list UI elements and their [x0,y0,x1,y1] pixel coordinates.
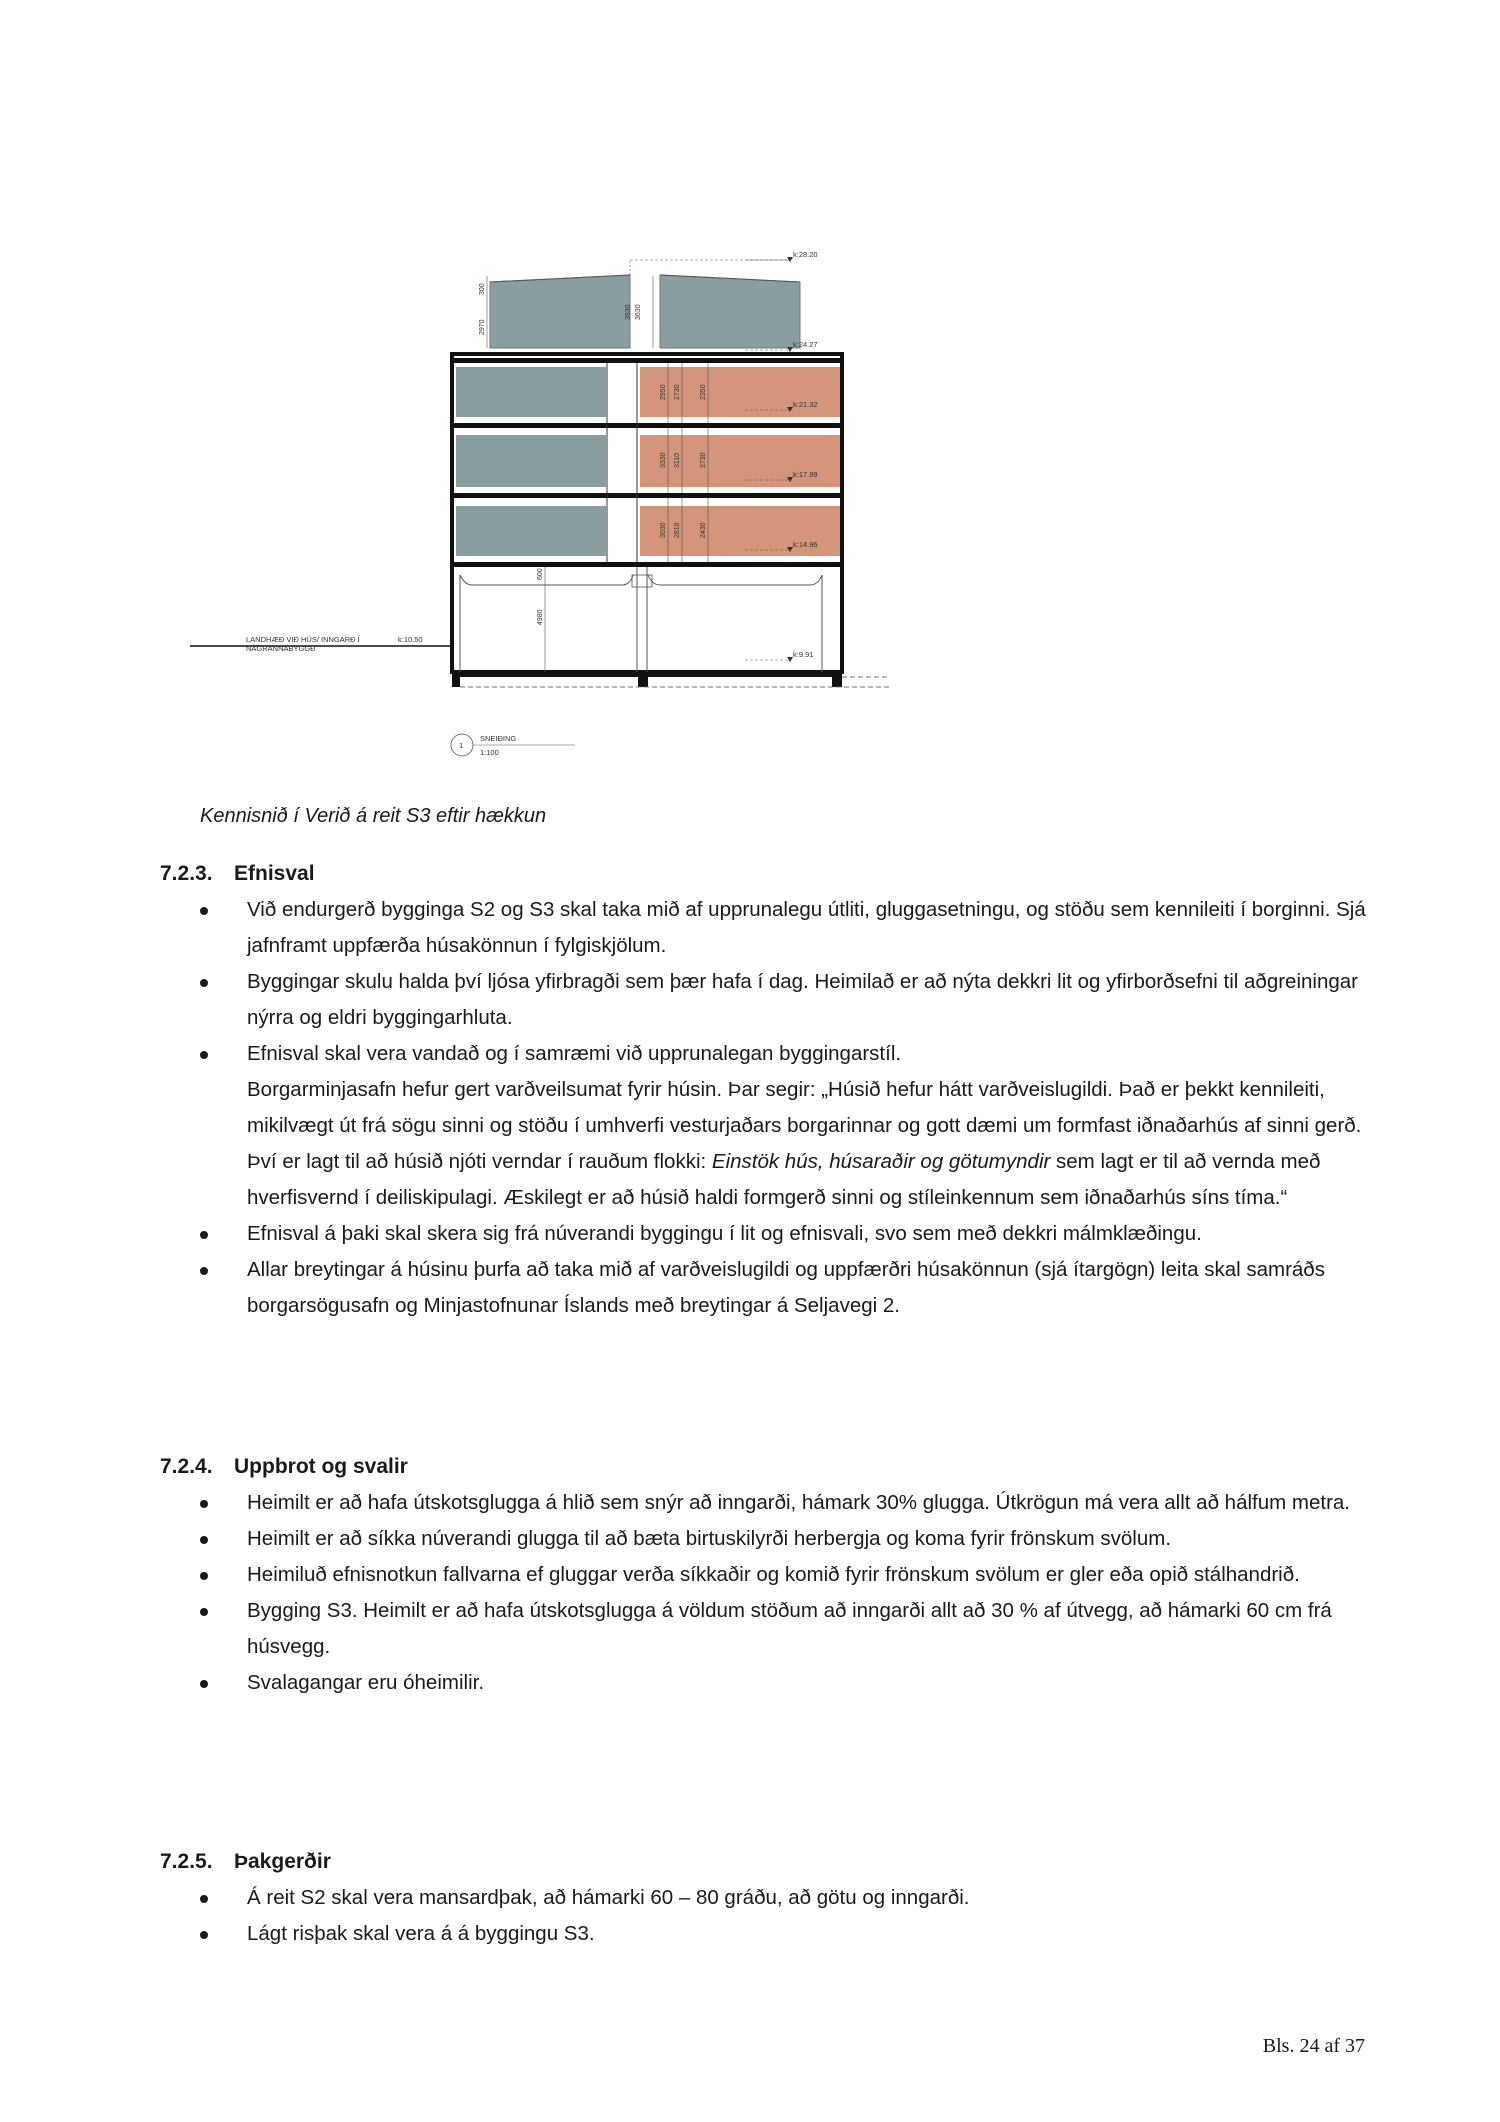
section-tag [451,734,575,757]
section-uppbrot [160,1455,1370,1701]
ground-level: k:10.50 [398,635,423,644]
quote-paragraph [247,1072,1370,1216]
list-item-text: Byggingar skulu halda því ljósa yfirbragði sem þær hafa í dag. Heimilað er að nýta dekkri lit og yfirborðsefni til aðgreiningar nýrra og eldri byggingarhluta. [247,970,1358,1029]
dim-text: 600 [537,568,544,580]
list-item-text: Heimiluð efnisnotkun fallvarna ef gluggar verða síkkaðir og komið fyrir frönskum svölum er gler eða opið stálhandrið. [247,1563,1300,1586]
page-number: Bls. 24 af 37 [1262,2035,1365,2057]
svg-text:1:100: 1:100 [480,748,499,757]
list-item [160,1557,1370,1593]
section-title: Þakgerðir [234,1850,331,1873]
section-thakgerdir [160,1850,1370,1952]
list-item-text: Á reit S2 skal vera mansardþak, að hámarki 60 – 80 gráðu, að götu og inngarði. [247,1886,970,1909]
list-item-text: Bygging S3. Heimilt er að hafa útskotsglugga á völdum stöðum að inngarði allt að 30 % af útvegg, að hámarki 60 cm frá húsvegg. [247,1599,1332,1658]
dim-text: 2810 [674,522,681,538]
svg-text:SNEIÐING: SNEIÐING [480,734,517,743]
section-heading [160,1455,1370,1479]
floor-new-1 [640,367,840,417]
elevation-marker [745,250,818,262]
list-item-text: Heimilt er að hafa útskotsglugga á hlið sem snýr að inngarði, hámark 30% glugga. Útkrögun má vera allt að hálfum metra. [247,1491,1351,1514]
list-item-text: Svalagangar eru óheimilir. [247,1671,485,1694]
bullet-icon [200,907,208,915]
list-item [160,1916,1370,1952]
floor-new-2 [640,435,840,487]
list-item-text: Lágt risþak skal vera á á byggingu S3. [247,1922,595,1945]
dim-text: 2730 [700,452,707,468]
bullet-icon [200,1267,208,1275]
figure-caption: Kennisnið í Verið á reit S3 eftir hækkun [200,805,547,827]
dim-text: 2730 [674,384,681,400]
floor-old-2 [456,435,606,487]
quote-text: Borgarminjasafn hefur gert varðveilsumat fyrir húsin. Þar segir: „Húsið hefur hátt varðveislugildi. Það er þekkt kennileiti, mikilvægt út frá sögu sinni og stöðu í umhverfi vesturjaðars borgarinnar og gott dæmi um formfast iðnaðarhús af sinni gerð. Því er lagt til að húsið njóti verndar í rauðum flokki: [247,1078,1362,1173]
bullet-icon [200,1231,208,1239]
section-title: Efnisval [234,862,315,885]
bullet-icon [200,1931,208,1939]
list-item-text: Efnisval á þaki skal skera sig frá núverandi byggingu í lit og efnisvali, svo sem með dekkri málmklæðingu. [247,1222,1202,1245]
dim-text: 3030 [660,522,667,538]
section-efnisval [160,862,1370,1324]
section-number: 7.2.3. [160,862,213,885]
list-item [160,892,1370,964]
list-item [160,1252,1370,1324]
bullet-icon [200,1051,208,1059]
dim-text: 2950 [660,384,667,400]
bullet-icon [200,1608,208,1616]
ground-label-2: NÁGRANNABYGGÐ [246,644,316,653]
section-drawing [190,240,990,780]
list-item-text: Efnisval skal vera vandað og í samræmi við upprunalegan byggingarstíl. [247,1042,902,1065]
dim-text: 3930 [625,304,632,320]
list-item [160,1036,1370,1216]
svg-text:k:9.91: k:9.91 [793,650,814,659]
list-item [160,1216,1370,1252]
bullet-icon [200,1895,208,1903]
list-item-text: Allar breytingar á húsinu þurfa að taka mið af varðveislugildi og uppfærðri húsakönnun (sjá ítargögn) leita skal samráðs borgarsögusafn og Minjastofnunar Íslands með breytingar á Seljavegi 2. [247,1258,1325,1317]
quote-text-end: sem lagt er til að vernda með hverfisvernd í deiliskipulagi. Æskilegt er að húsið haldi formgerð sinni og stíleinkennum sem iðnaðarhús síns tíma.“ [247,1150,1321,1209]
bullet-icon [200,979,208,987]
list-item [160,1665,1370,1701]
dim-text: 2430 [700,522,707,538]
list-item-text: Heimilt er að síkka núverandi glugga til að bæta birtuskilyrði herbergja og koma fyrir frönskum svölum. [247,1527,1172,1550]
dim-text: 3630 [635,304,642,320]
bullet-icon [200,1536,208,1544]
ground-label: LANDHÆÐ VIÐ HÚS/ INNGARÐ Í [246,635,360,644]
section-heading [160,1850,1370,1874]
svg-text:k:28.20: k:28.20 [793,250,818,259]
section-number: 7.2.4. [160,1455,213,1478]
dim-text: 2350 [700,384,707,400]
list-item [160,1880,1370,1916]
svg-text:k:21.32: k:21.32 [793,400,818,409]
list-item-text: Við endurgerð bygginga S2 og S3 skal taka mið af upprunalegu útliti, gluggasetningu, og stöðu sem kennileiti í borginni. Sjá jafnframt uppfærða húsakönnun í fylgiskjölum. [247,898,1366,957]
svg-text:k:17.99: k:17.99 [793,470,818,479]
quote-emphasis: Einstök hús, húsaraðir og götumyndir [711,1150,1051,1173]
roof-right [660,275,800,348]
roof-left [490,275,630,348]
bullet-icon [200,1572,208,1580]
dim-text: 300 [479,283,486,295]
list-item [160,1593,1370,1665]
svg-text:k:14.96: k:14.96 [793,540,818,549]
svg-text:k:24.27: k:24.27 [793,340,818,349]
list-item [160,964,1370,1036]
section-title: Uppbrot og svalir [234,1455,408,1478]
svg-text:1: 1 [459,741,464,750]
section-number: 7.2.5. [160,1850,213,1873]
bullet-icon [200,1680,208,1688]
list-item [160,1521,1370,1557]
dim-text: 3330 [660,452,667,468]
dim-text: 4980 [537,609,544,625]
list-item [160,1485,1370,1521]
dim-text: 2970 [479,319,486,335]
elevation-marker [745,650,813,662]
floor-old-3 [456,506,606,556]
section-heading [160,862,1370,886]
bullet-icon [200,1500,208,1508]
dim-text: 3110 [674,452,681,468]
floor-old-1 [456,367,606,417]
